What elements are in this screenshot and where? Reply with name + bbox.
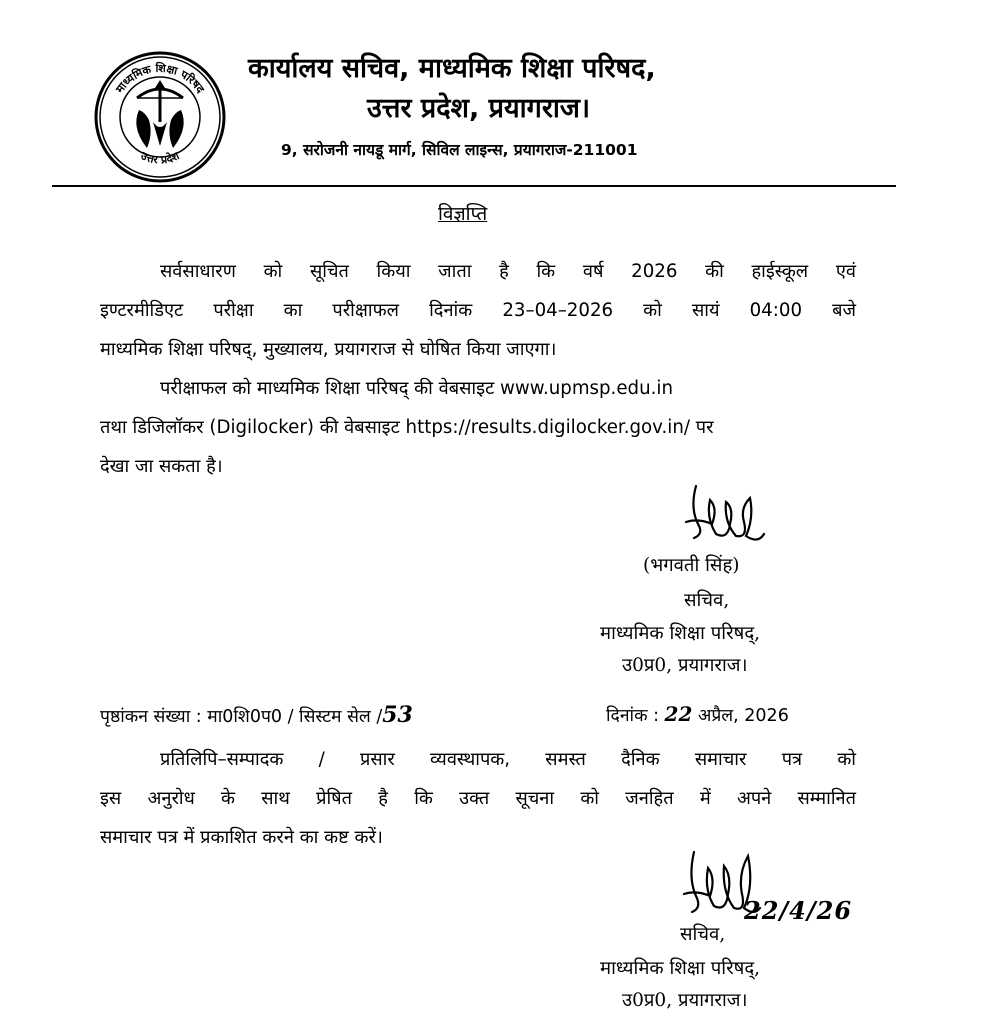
reference-number bbox=[100, 702, 413, 728]
notice-paragraph-2-line: परीक्षाफल को माध्यमिक शिक्षा परिषद् की वेबसाइट www.upmsp.edu.in bbox=[160, 378, 673, 399]
board-logo bbox=[93, 50, 227, 184]
reference-label: पृष्ठांकन संख्या : मा0शि0प0 / सिस्टम सेल / bbox=[100, 707, 383, 727]
reference-date bbox=[606, 702, 789, 727]
signatory-post: सचिव, bbox=[684, 590, 730, 611]
header-divider bbox=[52, 185, 896, 187]
signatory-city: उ0प्र0, प्रयागराज। bbox=[622, 655, 748, 676]
signatory-organization-2: माध्यमिक शिक्षा परिषद्, bbox=[600, 958, 761, 979]
logo-top-text: माध्यमिक शिक्षा परिषद bbox=[113, 61, 207, 96]
notice-paragraph-1 bbox=[100, 252, 856, 369]
office-title-line2: उत्तर प्रदेश, प्रयागराज। bbox=[367, 93, 591, 124]
copy-paragraph-line: इस अनुरोध के साथ प्रेषित है कि उक्त सूचना को जनहित में अपने सम्मानित bbox=[100, 788, 856, 809]
notice-paragraph-1-line: माध्यमिक शिक्षा परिषद्, मुख्यालय, प्रयागराज से घोषित किया जाएगा। bbox=[100, 339, 557, 360]
date-month-year: अप्रैल, 2026 bbox=[697, 706, 789, 726]
copy-paragraph-line: समाचार पत्र में प्रकाशित करने का कष्ट करें। bbox=[100, 827, 383, 848]
notice-paragraph-1-line: इण्टरमीडिएट परीक्षा का परीक्षाफल दिनांक 23–04–2026 को सायं 04:00 बजे bbox=[100, 300, 856, 321]
notice-paragraph-2-line: तथा डिजिलॉकर (Digilocker) की वेबसाइट https://results.digilocker.gov.in/ पर bbox=[100, 417, 714, 438]
reference-handwritten-number: 53 bbox=[382, 702, 413, 728]
signatory-post-2: सचिव, bbox=[680, 924, 726, 945]
notice-paragraph-1-line: सर्वसाधारण को सूचित किया जाता है कि वर्ष 2026 की हाईस्कूल एवं bbox=[160, 261, 856, 282]
signatory-city-2: उ0प्र0, प्रयागराज। bbox=[622, 990, 748, 1011]
logo-bottom-text: उत्तर प्रदेश bbox=[138, 149, 182, 167]
notice-title: विज्ञप्ति bbox=[438, 203, 488, 225]
copy-paragraph-line: प्रतिलिपि–सम्पादक / प्रसार व्यवस्थापक, समस्त दैनिक समाचार पत्र को bbox=[160, 749, 856, 770]
svg-text:उत्तर प्रदेश bbox=[138, 149, 182, 167]
handwritten-signature bbox=[668, 478, 768, 548]
handwritten-date: 22/4/26 bbox=[744, 896, 853, 925]
signatory-name: (भगवती सिंह) bbox=[643, 555, 740, 576]
office-address: 9, सरोजनी नायडू मार्ग, सिविल लाइन्स, प्रयागराज-211001 bbox=[281, 141, 638, 159]
copy-paragraph bbox=[100, 740, 856, 857]
notice-paragraph-2 bbox=[100, 369, 856, 486]
office-title-line1: कार्यालय सचिव, माध्यमिक शिक्षा परिषद, bbox=[248, 53, 656, 84]
date-label: दिनांक : bbox=[606, 706, 659, 726]
notice-paragraph-2-line: देखा जा सकता है। bbox=[100, 456, 223, 477]
date-day-handwritten: 22 bbox=[664, 702, 693, 726]
signatory-organization: माध्यमिक शिक्षा परिषद्, bbox=[600, 623, 761, 644]
